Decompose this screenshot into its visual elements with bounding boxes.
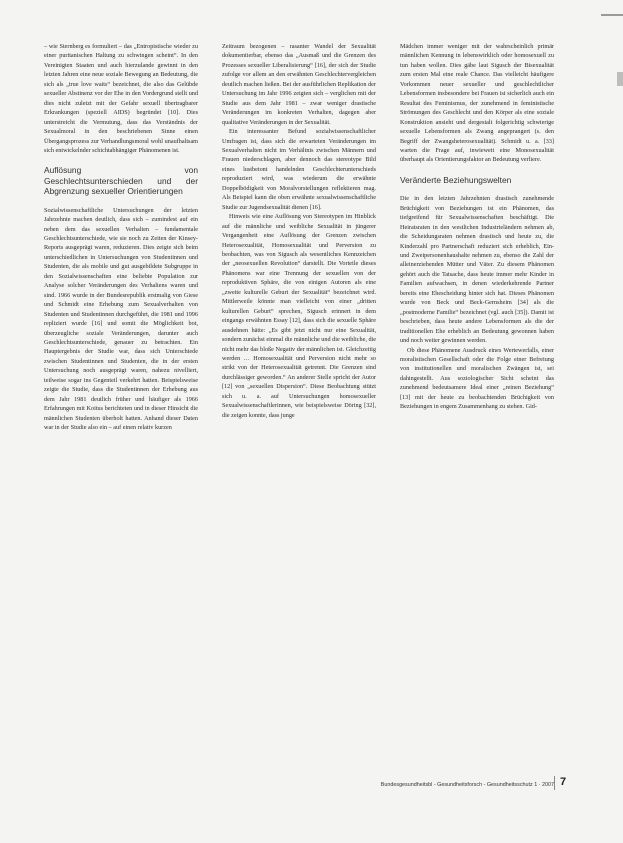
paragraph: Hinweis wie eine Auflösung von Stereotypen im Hinblick auf die männliche und weibliche Sexualität in jüngerer Vergangenheit eine Auflösung der Grenzen zwischen Heterosexualität, Homosexualität und Perversion zu beobachten, was von Sigusch als wesentliches Kennzeichen der „neosexuellen Revolution“ darstellt. Die Vorteile dieses Phänomens war eine Trennung der sexuellen von der reproduktiven Sphäre, die von einigen Autoren als eine „zweite kulturelle Geburt der Sexualität“ bezeichnet wird. Mittlerweile könnte man vielleicht von einer „dritten kulturellen Geburt“ sprechen, Sigusch erinnert in dem eingangs erwähnten Essay [12], dass sich die sexuelle Sphäre ausdehnen hätte: „Es gibt jetzt nicht nur eine Sexualität, sondern zunächst einmal die männliche und die weibliche, die nicht mehr das bloße Negativ der männlichen ist. Gleichzeitig werden … Homosexualität und Perversion nicht mehr so strikt von der Heterosexualität getrennt. Die Grenzen sind durchlässiger geworden.“ An anderer Stelle spricht der Autor [12] von „sexuellen Dispersion“. Diese Beobachtung stützt sich u. a. auf Untersuchungen homosexueller Sexualwissenschaftlerinnen, wie beispielsweise Döring [32], die zeigen konnte, dass junge [222, 213, 376, 419]
paragraph: Zeitraum bezogenen – rasanter Wandel der Sexualität dokumentierbar, ebenso das „Ausmaß und die Grenzen des Prozesses sexueller Liberalisierung“ [16], der sich der Studie zufolge vor allem an den erwähnten Geschlechtervergleichen deutlich machen ließen. Bei der ausführlichen Replikation der Untersuchung im Jahr 1996 zeigten sich – verglichen mit der Studie aus dem Jahr 1981 – zwar weniger drastische Veränderungen im konkreten Verhalten, dagegen aber qualitative Veränderungen in der Sexualität. [222, 43, 376, 126]
edge-mark [601, 14, 623, 16]
paragraph: Ob diese Phänomene Ausdruck eines Wertewerfalls, einer moralistischen Gesellschaft oder die Folge einer Befreiung von institutionellen und moralischen Zwängen ist, sei dahingestellt. Aus soziologischer Sicht scheint das zunehmend bedeutsamere Ideal einer „reinen Beziehung“ [13] mit der heute zu beobachtenden Brüchigkeit von Beziehungen in engem Zusammenhang zu stehen. Gid- [400, 346, 554, 411]
paragraph: – wie Sternberg es formuliert – das „Entropistische wieder zu einer puritanischen Haltung zu schwingen scheint“. In den Vereinigten Staaten und auch hierzulande gewinnt in den letzten Jahren eine neue soziale Bewegung an Bedeutung, die sich als „true love waits“ bezeichnet, die also das Gelübde sexueller Abstinenz vor der Ehe in den Vordergrund stellt und dies nicht zuletzt mit der Gefahr sexuell übertragbarer Erkrankungen (speziell AIDS) begründet [10]. Dies unterstreicht die Vermutung, dass das Verständnis der Sexualmoral in den beschriebenen Sinne einen Übergangsprozess zur Verhandlungsmoral wohl unaufhaltsam sich entwickelnder schichtabhängiger Phänomenen ist. [44, 43, 198, 154]
text-column-1 [44, 42, 198, 774]
text-column-2 [222, 42, 376, 774]
paragraph: Sozialwissenschaftliche Untersuchungen der letzten Jahrzehnte machen deutlich, dass sich – zumindest auf ein neben dem das sexuellen Verhalten – fundamentale Geschlechtsunterschiede, wie sie noch zu Zeiten der Kinsey-Reports ausgeprägt waren, reduzieren. Dies zeigte sich beim unterschiedlichen in Untersuchungen von Studentinnen und Studenten, die als mobile und gut ausgebildete Subgruppe in den Sozialwissenschaften eine beliebte Population zur Analyse solcher Veränderungen des Verhaltens waren und sind. 1966 wurde in der Bundesrepublik erstmalig von Giese und Schmidt eine Erhebung zum Sexualverhalten von Studenten und Studentinnen durchgeführt, die 1981 und 1996 repliziert wurde [16] und somit die Möglichkeit bot, überzeugliche soziale Veränderungen, darunter auch Geschlechtsunterschiede, genauer zu betrachten. Ein Hauptergebnis der Studie war, dass sich Unterschiede zwischen Studentinnen und Studenten, die in der ersten Untersuchung noch ausgeprägt waren, nahezu nivelliert, teilweise sogar ins Gegenteil verkehrt hatten. Beispielsweise zeigte die Studie, dass die Studentinnen der Erhebung aus dem Jahr 1981 deutlich früher und häufiger als 1966 Erfahrungen mit Koitus berichteten und in dieser Hinsicht die männlichen Studenten überholt hatten. Anhand dieser Daten war in der Studie also ein – auf einen relativ kurzen [44, 206, 198, 432]
footer-divider [554, 776, 555, 790]
section-heading: Veränderte Beziehungswelten [400, 174, 512, 185]
paragraph: Mädchen immer weniger mit der wahrscheinlich primär männlichen Kennung in lebenswirklich oder homosexuell zu tun haben wollen. Dies gäbe laut Sigusch der Bisexualität zum ersten Mal eine reale Chance. Das vielleicht häufigere Vorkommen neuer sexueller und geschlechtlicher Lebensformen insbesondere bei Frauen ist sicherlich auch ein Resultat des Feminismus, der zunehmend in feministische Strömungen des Geschlecht und den Körper als eine soziale Konstruktion ansieht und dergestalt folgerichtig schwierige sexuelle Lebensformen als Zwang angeprangert (s. den Begriff der Zwangsheterosexualität). Schmidt u. a. [33] warten die Frage auf, inwieweit eine Monosexualität überhaupt als Orientierungsfaktor an Bedeutung verliere. [400, 43, 554, 164]
section-heading: Auflösung von Geschlechtsunterschieden und der Abgrenzung sexueller Orientierungen [44, 165, 198, 197]
paragraph: Die in den letzten Jahrzehnten drastisch zunehmende Brüchigkeit von Beziehungen ist ein Phänomen, das tiefgreifend für Sexualwissenschaften beschäftigt. Die Heiratsraten in den westlichen Industrieländern nehmen ab, die Scheidungsraten nehmen drastisch und heute zu, die Kinderzahl pro Partnerschaft reduziert sich erheblich, Ein- und Zweipersonenhaushalte nehmen zu, ebenso die Zahl der alleinerziehenden Mütter und Väter. Zu diesem Phänomen gehört auch die Tatsache, dass heute immer mehr Kinder in Familien aufwachsen, in denen wiederkehrende Partner bereits eine Ehescheidung hinter sich hat. Dieses Phänomen wurde von Beck und Beck-Gernsheim [34] als die „postmoderne Familie“ bezeichnet (vgl. auch [35]). Damit ist beschrieben, dass heute andere Lebensformen als die der traditionellen Ehe erheblich an Bedeutung gewonnen haben und noch weiter gewinnen werden. [400, 195, 554, 345]
page-number: 7 [560, 776, 567, 788]
journal-footer: Bundesgesundheitsbl - Gesundheitsforsch - Gesundheitsschutz 1 · 2007 [380, 782, 554, 788]
paragraph: Ein interessanter Befund sozialwissenschaftlicher Umfragen ist, dass sich die erwarteten Veränderungen im Sexualverhalten nicht im Verhältnis zwischen Männern und Frauen niederschlagen, aber dennoch das stereotype Bild eines lustbetont handelnden Geschlechterunterschieds reproduziert wird, was wiederum die erwähnte Doppelbödigkeit von Moralvorstellungen reflektieren mag. Als Beispiel kann die oben erwähnte sexualwissenschaftliche Studie zur Jugendsexualität dienen [16]. [222, 128, 376, 211]
text-column-3 [400, 42, 554, 774]
edge-tab [617, 72, 623, 86]
